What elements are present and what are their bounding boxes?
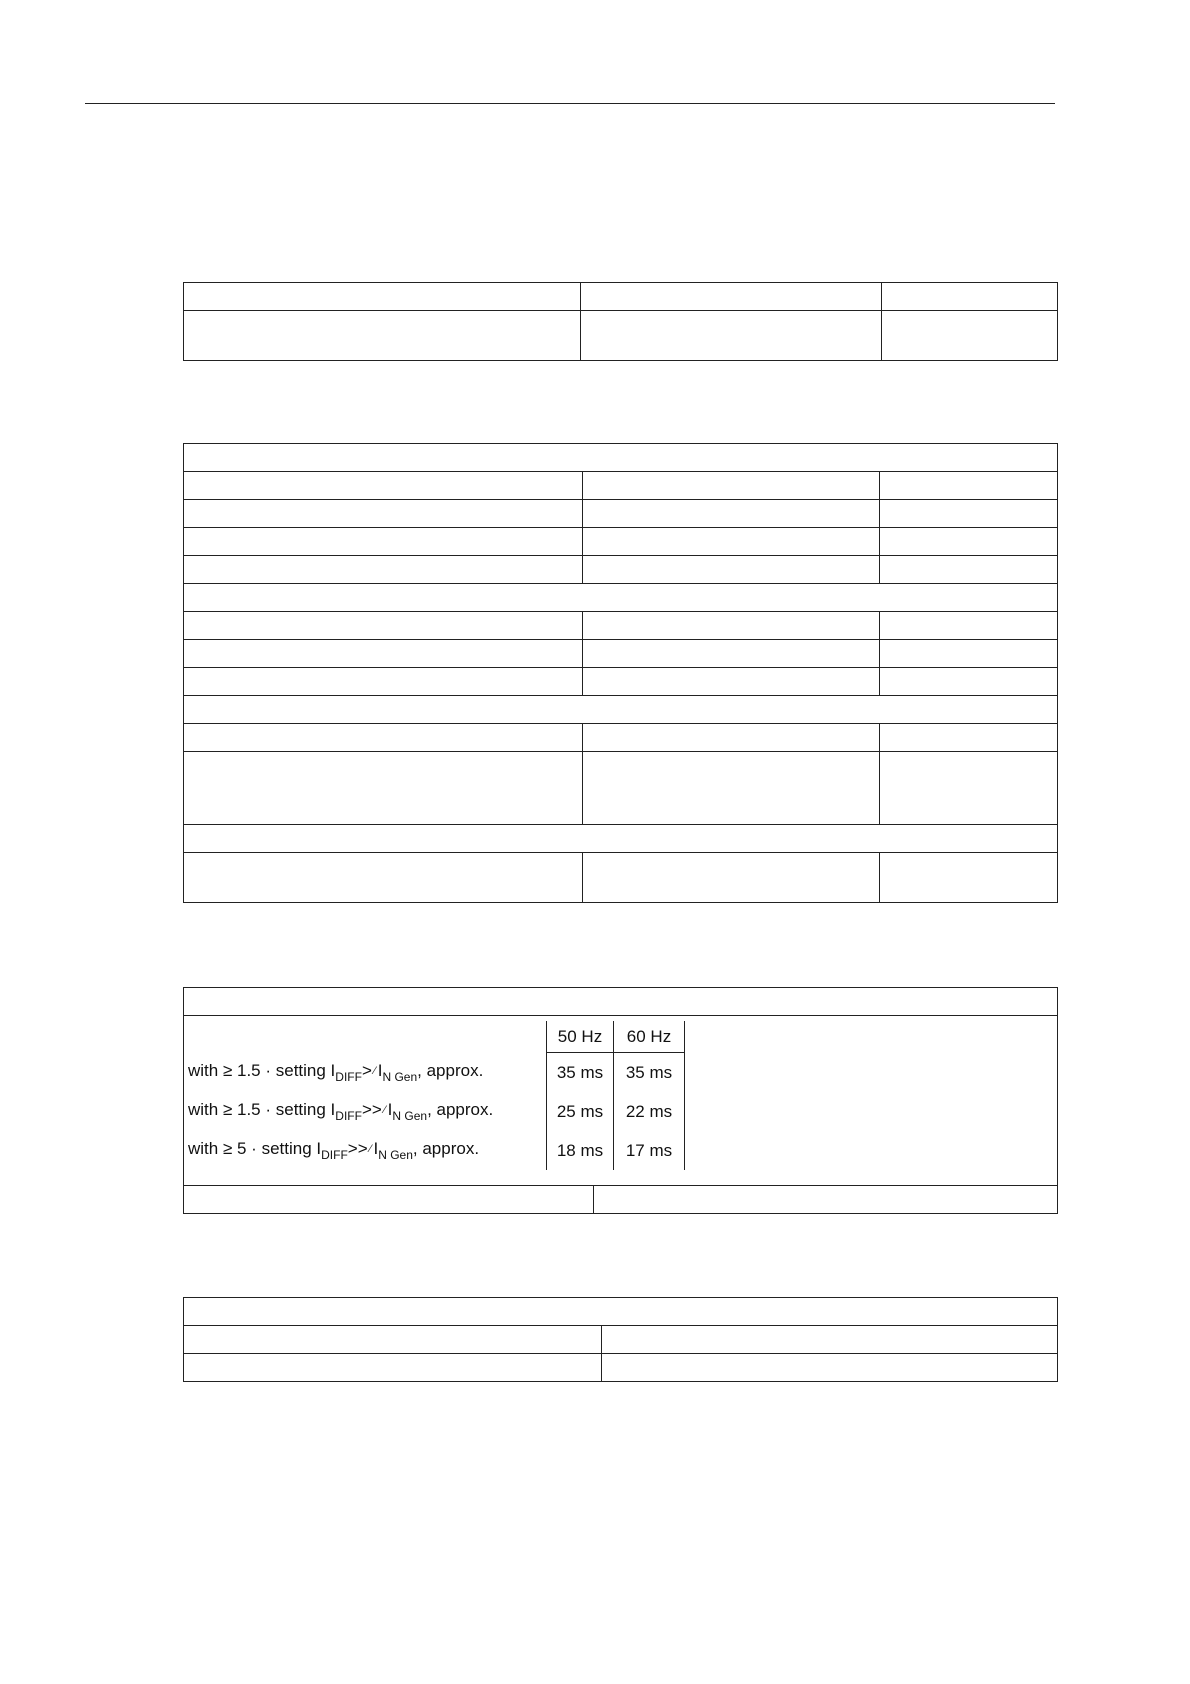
table-row: [184, 853, 1058, 903]
time-60hz: 17 ms: [614, 1131, 685, 1170]
frequency-header-row: [188, 1021, 685, 1053]
table-row: [184, 612, 1058, 640]
table-row: [184, 528, 1058, 556]
section-row: [184, 1298, 1058, 1326]
time-50hz: 25 ms: [547, 1092, 614, 1131]
section-row: [184, 444, 1058, 472]
table-row: [184, 283, 1058, 311]
table-row: [184, 472, 1058, 500]
trip-condition: with ≥ 1.5 · setting $I_{DIFF}>>$ ⁄ $I_{N Gen}$, approx.: [188, 1100, 494, 1123]
section-row: [184, 988, 1058, 1016]
trip-time-row: [188, 1131, 685, 1170]
times-content: [184, 1016, 1057, 1185]
times-table: [183, 987, 1058, 1214]
table-row: [184, 752, 1058, 825]
table-row: [184, 311, 1058, 361]
table-row: [184, 1354, 1058, 1382]
table-row: [184, 500, 1058, 528]
settings-table-2: [183, 443, 1058, 903]
table-row: [184, 1326, 1058, 1354]
time-50hz: 35 ms: [547, 1053, 614, 1093]
time-60hz: 35 ms: [614, 1053, 685, 1093]
freq-60-header: 60 Hz: [614, 1021, 685, 1053]
table-row: [184, 668, 1058, 696]
trip-condition: with ≥ 1.5 · setting $I_{DIFF}>$ ⁄ $I_{N Gen}$, approx.: [188, 1060, 484, 1084]
header-rule: [85, 103, 1055, 104]
trip-condition: with ≥ 5 · setting $I_{DIFF}>>$ ⁄ $I_{N Gen}$, approx.: [188, 1139, 480, 1162]
time-50hz: 18 ms: [547, 1131, 614, 1170]
times-row: [184, 1016, 1058, 1186]
table-row: [184, 640, 1058, 668]
trip-time-row: [188, 1092, 685, 1131]
trip-time-row: [188, 1053, 685, 1093]
table-row: [184, 1186, 1058, 1214]
settings-table-4: [183, 1297, 1058, 1382]
section-row: [184, 825, 1058, 853]
trip-times-grid: [188, 1021, 685, 1170]
section-row: [184, 584, 1058, 612]
table-row: [184, 724, 1058, 752]
section-row: [184, 696, 1058, 724]
table-row: [184, 556, 1058, 584]
freq-50-header: 50 Hz: [547, 1021, 614, 1053]
settings-table-1: [183, 282, 1058, 361]
time-60hz: 22 ms: [614, 1092, 685, 1131]
